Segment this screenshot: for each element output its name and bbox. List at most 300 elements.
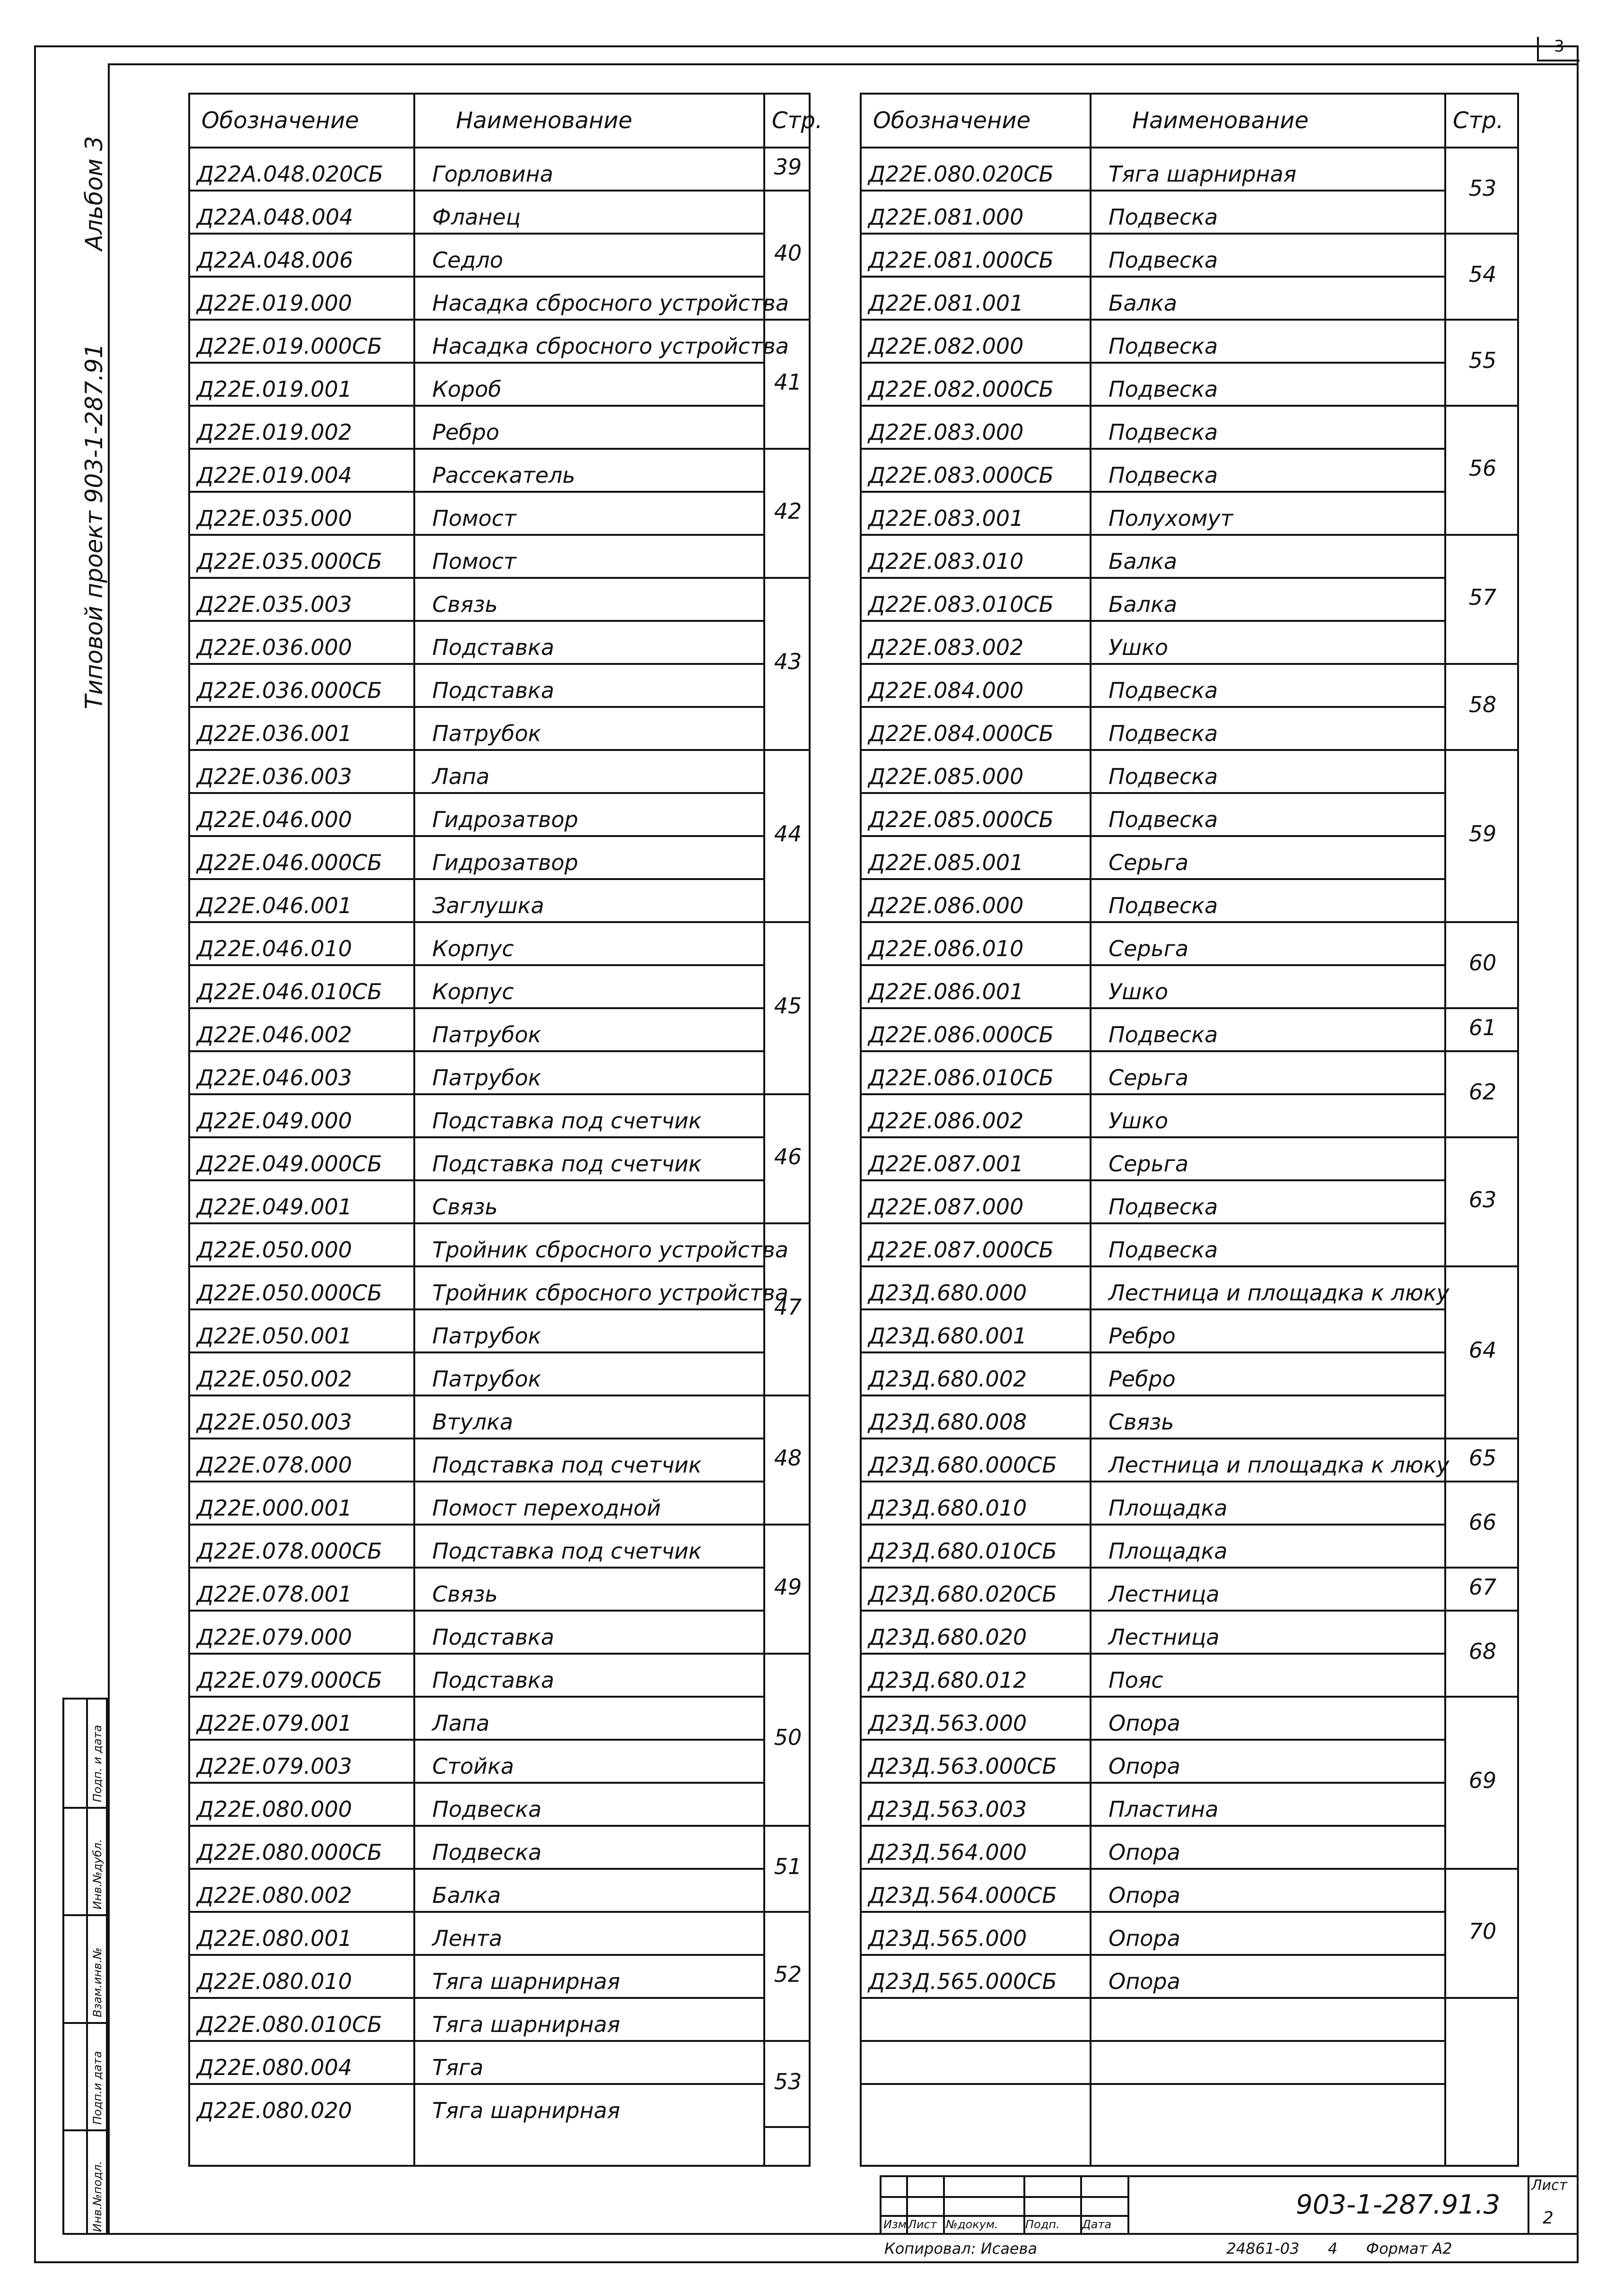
row-designation: Д22Е.019.000СБ — [197, 333, 383, 359]
row-designation: Д22Е.080.020СБ — [868, 161, 1054, 187]
page-group-rule — [763, 1825, 811, 1827]
table-row — [862, 1911, 1444, 1954]
table-row — [190, 1438, 763, 1481]
row-name: Короб — [432, 376, 502, 402]
row-name: Подвеска — [1109, 376, 1218, 402]
row-name: Подставка — [432, 678, 554, 703]
table-row — [862, 534, 1444, 577]
row-designation: Д23Д.680.000 — [868, 1280, 1027, 1306]
row-name: Подвеска — [432, 1796, 542, 1822]
side-album-label: Альбом 3 — [80, 136, 108, 251]
row-name: Тяга шарнирная — [432, 2012, 620, 2037]
row-designation: Д22Е.085.000СБ — [868, 807, 1054, 832]
table-row — [862, 147, 1444, 190]
row-name: Подвеска — [1109, 893, 1218, 918]
page-reference: 47 — [774, 1294, 802, 1320]
page-group-rule — [1444, 1007, 1519, 1009]
table-row — [190, 620, 763, 663]
page-group-rule — [1444, 1438, 1519, 1439]
row-designation: Д22Е.086.002 — [868, 1108, 1024, 1133]
row-designation: Д22Е.036.000 — [197, 635, 352, 660]
page-group-rule — [1444, 749, 1519, 751]
row-designation: Д22Е.050.002 — [197, 1366, 352, 1392]
table-row — [862, 921, 1444, 964]
title-block-label: №докум. — [946, 2218, 998, 2231]
row-name: Балка — [1109, 592, 1178, 617]
row-name: Подвеска — [1109, 678, 1218, 703]
row-name: Балка — [1109, 290, 1178, 316]
row-name: Подвеска — [1109, 721, 1218, 746]
table-row — [190, 921, 763, 964]
side-project-title: Типовой проект 903-1-287.91 — [80, 343, 108, 709]
row-name: Связь — [432, 1194, 498, 1220]
row-designation: Д22Е.000.001 — [197, 1495, 352, 1521]
table-row — [190, 1954, 763, 1997]
page-group-rule — [1444, 921, 1519, 923]
table-row — [190, 1351, 763, 1395]
table-row — [190, 792, 763, 835]
row-designation: Д23Д.680.002 — [868, 1366, 1027, 1392]
row-name: Подвеска — [432, 1840, 542, 1865]
row-designation: Д22А.048.006 — [197, 247, 353, 273]
row-name: Ребро — [1109, 1323, 1176, 1349]
sheet-label: Лист — [1531, 2177, 1568, 2194]
row-name: Лента — [432, 1926, 502, 1951]
table-row — [862, 1395, 1444, 1438]
row-name: Насадка сбросного устройства — [432, 290, 789, 316]
header-name: Наименование — [1132, 107, 1309, 134]
row-name: Подвеска — [1109, 204, 1218, 230]
page-group-rule — [763, 749, 811, 751]
table-row — [862, 319, 1444, 362]
row-name: Заглушка — [432, 893, 544, 918]
row-name: Подставка под счетчик — [432, 1108, 702, 1133]
row-name: Связь — [432, 592, 498, 617]
page-group-rule — [1444, 1050, 1519, 1052]
row-designation: Д22Е.078.001 — [197, 1581, 352, 1607]
table-row — [862, 1179, 1444, 1222]
row-designation: Д22Е.035.003 — [197, 592, 352, 617]
row-designation: Д22Е.019.001 — [197, 376, 352, 402]
row-designation: Д22Е.086.000 — [868, 893, 1024, 918]
row-designation: Д22Е.036.003 — [197, 764, 352, 789]
page-group-rule — [1444, 1997, 1519, 1999]
row-designation: Д23Д.680.000СБ — [868, 1452, 1057, 1478]
table-row — [190, 534, 763, 577]
row-designation: Д22Е.085.000 — [868, 764, 1024, 789]
row-name: Подвеска — [1109, 1194, 1218, 1220]
page-group-rule — [1444, 1567, 1519, 1569]
row-designation: Д22Е.086.001 — [868, 979, 1024, 1004]
table-row — [190, 491, 763, 534]
row-designation: Д22Е.019.000 — [197, 290, 352, 316]
page-group-rule — [763, 921, 811, 923]
header-designation: Обозначение — [201, 107, 359, 134]
side-strip-divider — [64, 1914, 106, 1916]
table-row — [862, 362, 1444, 405]
row-name: Патрубок — [432, 1065, 541, 1090]
title-block-label: Подп. — [1025, 2218, 1060, 2231]
page-group-rule — [1444, 663, 1519, 665]
table-row — [862, 1696, 1444, 1739]
table-row — [190, 1653, 763, 1696]
page-group-rule — [763, 1911, 811, 1913]
table-row — [862, 1524, 1444, 1567]
page-group-rule — [1444, 319, 1519, 321]
page-reference: 44 — [774, 821, 802, 846]
header-page: Стр. — [1453, 107, 1504, 134]
row-designation: Д22Е.080.020 — [197, 2098, 352, 2123]
table-row — [862, 749, 1444, 792]
page-group-rule — [763, 1093, 811, 1095]
row-designation: Д23Д.563.000СБ — [868, 1753, 1057, 1779]
row-name: Подвеска — [1109, 247, 1218, 273]
row-name: Подвеска — [1109, 764, 1218, 789]
table-row — [862, 835, 1444, 878]
row-name: Корпус — [432, 979, 514, 1004]
page-reference: 57 — [1468, 584, 1497, 610]
row-designation: Д23Д.563.000 — [868, 1710, 1027, 1736]
row-designation: Д22Е.078.000 — [197, 1452, 352, 1478]
row-name: Полухомут — [1109, 506, 1233, 531]
row-designation: Д22Е.087.000СБ — [868, 1237, 1054, 1263]
table-row — [190, 577, 763, 620]
table-row — [862, 1136, 1444, 1179]
table-row — [862, 792, 1444, 835]
table-row — [190, 1997, 763, 2040]
table-row — [190, 362, 763, 405]
row-name: Тяга шарнирная — [432, 1969, 620, 1994]
row-name: Подвеска — [1109, 333, 1218, 359]
table-row — [862, 1782, 1444, 1825]
row-name: Подвеска — [1109, 419, 1218, 445]
page-reference: 62 — [1468, 1079, 1497, 1105]
page-reference: 41 — [774, 369, 802, 395]
row-name: Серьга — [1109, 936, 1189, 961]
page-reference: 52 — [774, 1961, 802, 1987]
page-reference: 58 — [1468, 692, 1497, 717]
row-name: Подставка под счетчик — [432, 1538, 702, 1564]
left-specification-table — [188, 93, 823, 2167]
table-row — [190, 2040, 763, 2083]
copy-number: 4 — [1327, 2240, 1338, 2258]
row-designation: Д23Д.563.003 — [868, 1796, 1027, 1822]
row-designation: Д22Е.082.000 — [868, 333, 1024, 359]
row-name: Подставка под счетчик — [432, 1452, 702, 1478]
side-strip-label: Инв.№подл. — [91, 2161, 104, 2232]
table-row — [190, 1093, 763, 1136]
row-name: Подставка — [432, 635, 554, 660]
row-name: Рассекатель — [432, 462, 576, 488]
page-reference: 60 — [1468, 950, 1497, 976]
copied-by: Копировал: Исаева — [884, 2240, 1038, 2258]
title-block-label: Дата — [1082, 2218, 1112, 2231]
table-row — [862, 1351, 1444, 1395]
row-designation: Д22Е.079.001 — [197, 1710, 352, 1736]
page-reference: 68 — [1468, 1639, 1497, 1664]
page-reference: 66 — [1468, 1509, 1497, 1535]
row-designation: Д22Е.083.000СБ — [868, 462, 1054, 488]
table-row — [862, 663, 1444, 706]
row-designation: Д22Е.079.000 — [197, 1624, 352, 1650]
right-specification-table — [860, 93, 1519, 2167]
row-name: Серьга — [1109, 1151, 1189, 1177]
row-name: Лестница — [1109, 1581, 1220, 1607]
row-designation: Д22Е.036.000СБ — [197, 678, 383, 703]
row-designation: Д22Е.035.000СБ — [197, 549, 383, 574]
page-reference: 63 — [1468, 1186, 1497, 1212]
row-name: Тройник сбросного устройства — [432, 1237, 789, 1263]
row-designation: Д22Е.019.004 — [197, 462, 352, 488]
table-row — [190, 233, 763, 276]
table-row — [190, 1179, 763, 1222]
table-row — [190, 1868, 763, 1911]
row-designation: Д22Е.084.000 — [868, 678, 1024, 703]
table-row — [862, 1739, 1444, 1782]
page-reference: 69 — [1468, 1768, 1497, 1793]
row-name: Опора — [1109, 1926, 1180, 1951]
row-designation: Д22Е.083.001 — [868, 506, 1024, 531]
page-group-rule — [1444, 233, 1519, 235]
table-row — [862, 706, 1444, 749]
table-row — [862, 1007, 1444, 1050]
row-designation: Д22Е.087.000 — [868, 1194, 1024, 1220]
row-designation: Д23Д.564.000СБ — [868, 1883, 1057, 1908]
page-reference: 54 — [1468, 262, 1497, 287]
row-name: Патрубок — [432, 721, 541, 746]
row-designation: Д22А.048.004 — [197, 204, 353, 230]
row-name: Подставка — [432, 1624, 554, 1650]
row-designation: Д22Е.084.000СБ — [868, 721, 1054, 746]
table-row — [862, 1825, 1444, 1868]
side-strip-label: Подп.и дата — [91, 2050, 104, 2125]
row-designation: Д22Е.049.000 — [197, 1108, 352, 1133]
row-designation: Д22Е.080.002 — [197, 1883, 352, 1908]
row-name: Тройник сбросного устройства — [432, 1280, 789, 1306]
row-designation: Д22Е.046.000 — [197, 807, 352, 832]
row-name: Балка — [432, 1883, 501, 1908]
row-name: Подвеска — [1109, 1022, 1218, 1047]
title-block-divider — [943, 2177, 945, 2235]
row-name: Седло — [432, 247, 503, 273]
page-reference: 64 — [1468, 1337, 1497, 1363]
row-designation: Д23Д.680.008 — [868, 1409, 1027, 1435]
table-row — [862, 577, 1444, 620]
table-row — [190, 276, 789, 319]
table-row — [862, 1868, 1444, 1911]
page-reference: 42 — [774, 498, 802, 524]
table-row — [190, 190, 763, 233]
table-row — [862, 276, 1444, 319]
table-row — [190, 319, 789, 362]
row-designation: Д22Е.035.000 — [197, 506, 352, 531]
table-row — [862, 964, 1444, 1007]
table-row — [190, 878, 763, 921]
page-group-rule — [1444, 1610, 1519, 1612]
table-row — [190, 1050, 763, 1093]
page-group-rule — [1444, 1265, 1519, 1267]
row-designation: Д22Е.083.002 — [868, 635, 1024, 660]
table-row — [190, 835, 763, 878]
page-group-rule — [763, 2126, 811, 2128]
row-name: Ушко — [1109, 635, 1169, 660]
row-designation: Д22Е.036.001 — [197, 721, 352, 746]
row-name: Площадка — [1109, 1495, 1228, 1521]
row-designation: Д22Е.079.003 — [197, 1753, 352, 1779]
side-strip-divider — [64, 2022, 106, 2024]
row-name: Подставка — [432, 1667, 554, 1693]
row-name: Помост — [432, 506, 516, 531]
row-name: Втулка — [432, 1409, 513, 1435]
title-block-rule — [882, 2196, 1129, 2198]
row-name: Опора — [1109, 1840, 1180, 1865]
row-designation: Д23Д.680.010 — [868, 1495, 1027, 1521]
row-name: Ушко — [1109, 979, 1169, 1004]
table-row — [862, 1308, 1444, 1351]
approval-side-strip — [62, 1698, 108, 2235]
row-name: Подвеска — [1109, 462, 1218, 488]
row-name: Опора — [1109, 1710, 1180, 1736]
row-name: Опора — [1109, 1969, 1180, 1994]
table-row — [862, 1438, 1449, 1481]
row-designation: Д22Е.050.000СБ — [197, 1280, 383, 1306]
row-name: Патрубок — [432, 1323, 541, 1349]
row-name: Патрубок — [432, 1022, 541, 1047]
row-designation: Д22Е.087.001 — [868, 1151, 1024, 1177]
header-designation: Обозначение — [873, 107, 1031, 134]
row-designation: Д23Д.680.010СБ — [868, 1538, 1057, 1564]
row-designation: Д22Е.049.001 — [197, 1194, 352, 1220]
page-reference: 40 — [774, 240, 802, 266]
row-name: Балка — [1109, 549, 1178, 574]
page-group-rule — [1444, 1868, 1519, 1870]
table-row — [190, 147, 763, 190]
page-group-rule — [1444, 1481, 1519, 1482]
page-reference: 53 — [1468, 175, 1497, 201]
page-reference: 61 — [1468, 1014, 1497, 1040]
table-row — [862, 1610, 1444, 1653]
row-name: Площадка — [1109, 1538, 1228, 1564]
row-designation: Д23Д.564.000 — [868, 1840, 1027, 1865]
inventory-number: 24861-03 — [1226, 2240, 1300, 2258]
side-strip-label: Взам.инв.№ — [91, 1947, 104, 2017]
row-name: Корпус — [432, 936, 514, 961]
page-group-rule — [763, 448, 811, 450]
table-row — [190, 1696, 763, 1739]
page-reference: 53 — [774, 2069, 802, 2094]
table-row — [862, 1954, 1444, 1997]
row-designation: Д22Е.080.001 — [197, 1926, 352, 1951]
table-row — [862, 1653, 1444, 1696]
row-name: Патрубок — [432, 1366, 541, 1392]
table-row — [190, 749, 763, 792]
page-reference: 51 — [774, 1854, 802, 1879]
row-designation: Д23Д.565.000СБ — [868, 1969, 1057, 1994]
table-row — [862, 1093, 1444, 1136]
row-designation: Д22Е.050.000 — [197, 1237, 352, 1263]
side-strip-label: Подп. и дата — [91, 1725, 104, 1803]
table-row — [190, 1007, 763, 1050]
row-name: Фланец — [432, 204, 521, 230]
row-name: Пластина — [1109, 1796, 1219, 1822]
row-designation: Д22Е.086.010СБ — [868, 1065, 1054, 1090]
header-page: Стр. — [772, 107, 823, 134]
row-designation: Д22Е.079.000СБ — [197, 1667, 383, 1693]
page-group-rule — [1444, 1136, 1519, 1138]
page-reference: 46 — [774, 1143, 802, 1169]
title-block-label: Лист — [908, 2218, 937, 2231]
page-group-rule — [763, 1222, 811, 1224]
row-name: Ушко — [1109, 1108, 1169, 1133]
row-name: Тяга шарнирная — [432, 2098, 620, 2123]
table-row — [190, 1136, 763, 1179]
page-reference: 65 — [1468, 1445, 1497, 1471]
row-designation: Д22Е.080.004 — [197, 2055, 352, 2080]
page-reference: 70 — [1468, 1918, 1497, 1944]
row-designation: Д22Е.046.002 — [197, 1022, 352, 1047]
table-row — [862, 1997, 1444, 2040]
row-name: Горловина — [432, 161, 553, 187]
table-row — [862, 1265, 1449, 1308]
side-strip-divider — [64, 2129, 106, 2131]
page-group-rule — [763, 190, 811, 192]
table-row — [862, 1050, 1444, 1093]
row-designation: Д22Е.050.001 — [197, 1323, 352, 1349]
row-designation: Д22Е.046.010СБ — [197, 979, 383, 1004]
table-row — [862, 1567, 1444, 1610]
row-name: Серьга — [1109, 1065, 1189, 1090]
row-name: Опора — [1109, 1753, 1180, 1779]
page-reference: 55 — [1468, 348, 1497, 373]
title-block-label: Изм — [883, 2218, 907, 2231]
page-group-rule — [1444, 534, 1519, 536]
page-group-rule — [763, 319, 811, 321]
row-designation: Д22Е.080.010 — [197, 1969, 352, 1994]
row-designation: Д22Е.050.003 — [197, 1409, 352, 1435]
row-name: Лестница — [1109, 1624, 1220, 1650]
row-designation: Д22Е.046.010 — [197, 936, 352, 961]
table-row — [190, 1308, 763, 1351]
row-designation: Д22Е.080.000 — [197, 1796, 352, 1822]
page-group-rule — [763, 1524, 811, 1526]
row-designation: Д22Е.049.000СБ — [197, 1151, 383, 1177]
row-name: Подставка под счетчик — [432, 1151, 702, 1177]
page-number: 3 — [1537, 37, 1580, 61]
sheet-format: Формат А2 — [1366, 2240, 1452, 2258]
page-reference: 45 — [774, 993, 802, 1019]
row-designation: Д22Е.082.000СБ — [868, 376, 1054, 402]
table-row — [190, 1222, 789, 1265]
row-designation: Д22Е.080.010СБ — [197, 2012, 383, 2037]
table-row — [862, 1222, 1444, 1265]
title-block-rule — [882, 2215, 1129, 2217]
row-designation: Д22Е.078.000СБ — [197, 1538, 383, 1564]
document-number: 903-1-287.91.3 — [1296, 2189, 1501, 2220]
row-designation: Д22Е.080.000СБ — [197, 1840, 383, 1865]
row-name: Лестница и площадка к люку — [1109, 1280, 1449, 1306]
row-designation: Д23Д.565.000 — [868, 1926, 1027, 1951]
page-group-rule — [763, 1653, 811, 1655]
title-block-divider — [1127, 2177, 1129, 2235]
row-name: Помост — [432, 549, 516, 574]
row-name: Тяга — [432, 2055, 484, 2080]
table-row — [862, 1481, 1444, 1524]
row-name: Гидрозатвор — [432, 850, 578, 875]
page-group-rule — [1444, 405, 1519, 407]
row-designation: Д23Д.680.001 — [868, 1323, 1027, 1349]
row-name: Гидрозатвор — [432, 807, 578, 832]
page-reference: 59 — [1468, 821, 1497, 846]
